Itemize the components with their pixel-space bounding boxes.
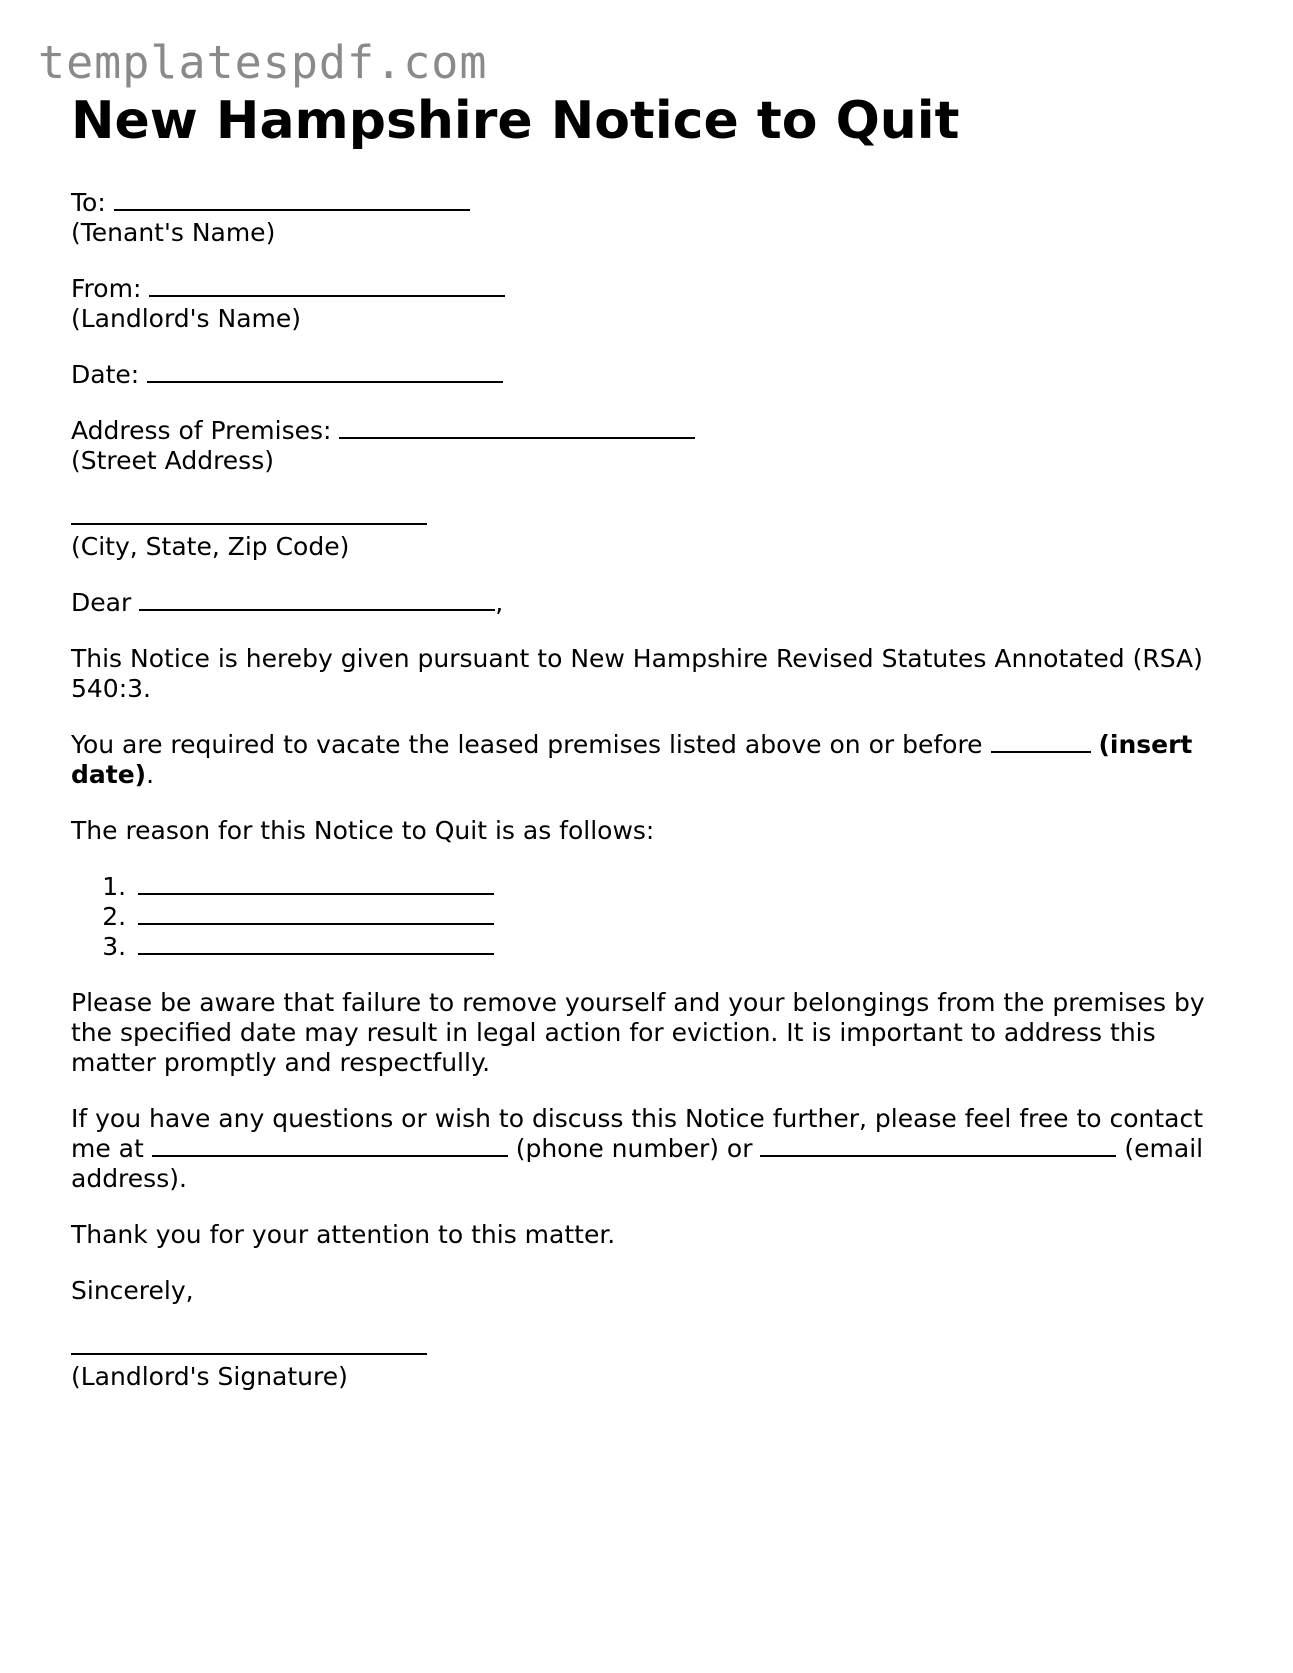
email-field[interactable] <box>760 1135 1116 1157</box>
landlord-name-caption: (Landlord's Name) <box>71 303 302 333</box>
reason-field[interactable] <box>138 873 494 895</box>
insert-date-hint: (insert date) <box>71 729 1193 789</box>
street-address-caption: (Street Address) <box>71 445 274 475</box>
reason-field[interactable] <box>138 903 494 925</box>
notice-document <box>71 92 1221 1392</box>
reason-intro: The reason for this Notice to Quit is as follows: <box>71 815 655 845</box>
city-state-zip-caption: (City, State, Zip Code) <box>71 531 350 561</box>
email-label: (email address). <box>71 1133 1204 1193</box>
thanks-line: Thank you for your attention to this matter. <box>71 1219 616 1249</box>
statute-paragraph: This Notice is hereby given pursuant to New Hampshire Revised Statutes Annotated (RSA) 540:3. <box>71 643 1203 703</box>
closing-line: Sincerely, <box>71 1275 194 1305</box>
date-label: Date: <box>71 359 140 389</box>
vacate-date-field[interactable] <box>991 731 1091 753</box>
signature-field[interactable] <box>71 1333 427 1355</box>
page-title: New Hampshire Notice to Quit <box>71 91 960 151</box>
date-field[interactable] <box>147 361 503 383</box>
reason-item <box>134 872 1221 902</box>
greeting-name-field[interactable] <box>139 589 495 611</box>
vacate-text: You are required to vacate the leased premises listed above on or before <box>71 729 983 759</box>
phone-label: (phone number) or <box>515 1133 753 1163</box>
to-line <box>71 188 1221 218</box>
from-line <box>71 274 1221 304</box>
to-label: To: <box>71 187 106 217</box>
greeting-line <box>71 588 1221 618</box>
reasons-list <box>71 872 1221 962</box>
contact-paragraph <box>71 1104 1221 1194</box>
from-label: From: <box>71 273 142 303</box>
reason-item <box>134 902 1221 932</box>
watermark: templatespdf.com <box>38 36 488 89</box>
signature-caption: (Landlord's Signature) <box>71 1361 348 1391</box>
reason-field[interactable] <box>138 933 494 955</box>
vacate-period: . <box>146 759 155 789</box>
city-line <box>71 502 1221 532</box>
date-line <box>71 360 1221 390</box>
greeting-comma: , <box>495 587 504 617</box>
tenant-name-caption: (Tenant's Name) <box>71 217 276 247</box>
greeting-label: Dear <box>71 587 132 617</box>
address-line <box>71 416 1221 446</box>
contact-intro: If you have any questions or wish to discuss this Notice further, please feel free to contact me at <box>71 1103 1204 1163</box>
notice-body <box>71 188 1221 1392</box>
warning-paragraph: Please be aware that failure to remove yourself and your belongings from the premises by the specified date may result in legal action for eviction. It is important to address this matter promptly and respectfully. <box>71 987 1205 1077</box>
phone-field[interactable] <box>152 1135 508 1157</box>
city-state-zip-field[interactable] <box>71 503 427 525</box>
landlord-name-field[interactable] <box>149 275 505 297</box>
tenant-name-field[interactable] <box>114 189 470 211</box>
address-label: Address of Premises: <box>71 415 332 445</box>
signature-line <box>71 1332 1221 1362</box>
street-address-field[interactable] <box>339 417 695 439</box>
vacate-paragraph <box>71 730 1221 790</box>
reason-item <box>134 932 1221 962</box>
